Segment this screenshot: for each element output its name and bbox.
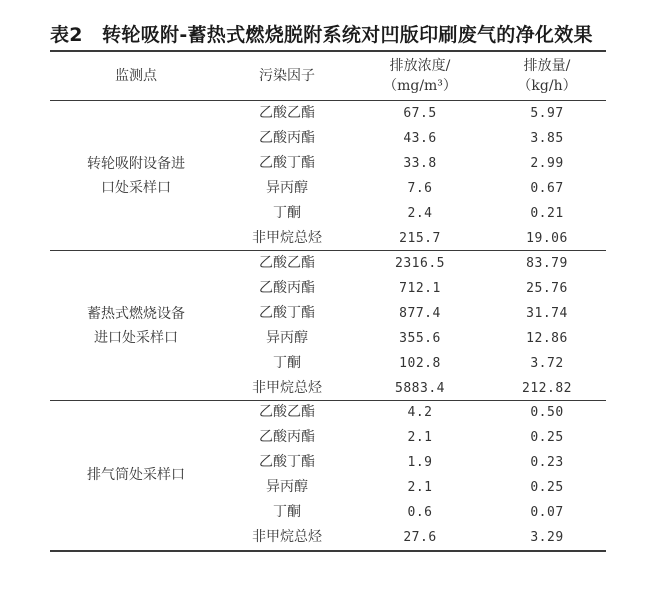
emission-rate-cell: 0.25: [530, 480, 564, 495]
emission-rate-cell: 2.99: [530, 156, 564, 171]
table-row: [50, 525, 606, 550]
table-row: [50, 500, 606, 525]
table-title: 表2 转轮吸附-蓄热式燃烧脱附系统对凹版印刷废气的净化效果: [50, 24, 593, 46]
concentration-cell: 877.4: [399, 306, 441, 321]
section-exhaust-stack: [50, 400, 606, 550]
concentration-cell: 33.8: [403, 156, 437, 171]
concentration-cell: 2.4: [407, 206, 433, 221]
concentration-cell: 4.2: [407, 405, 433, 420]
concentration-cell: 215.7: [399, 231, 441, 246]
emission-rate-cell: 0.21: [530, 206, 564, 221]
concentration-cell: 27.6: [403, 530, 437, 545]
table-row: [50, 101, 606, 126]
table-row: [50, 276, 606, 301]
concentration-cell: 712.1: [399, 281, 441, 296]
factor-cell: 丁酮: [273, 504, 301, 520]
table-row: [50, 425, 606, 450]
table-row: [50, 251, 606, 276]
factor-cell: 非甲烷总烃: [252, 230, 322, 246]
factor-cell: 乙酸丁酯: [259, 155, 315, 171]
point-label-line1: 转轮吸附设备进: [87, 156, 185, 172]
header-point-label: 监测点: [115, 68, 157, 84]
table-row: [50, 126, 606, 151]
table-row: [50, 450, 606, 475]
concentration-cell: 2316.5: [395, 256, 445, 271]
concentration-cell: 1.9: [407, 455, 433, 470]
table-header: [50, 52, 606, 100]
bottom-rule: [50, 550, 606, 552]
table-row: [50, 176, 606, 201]
point-label-line1: 排气筒处采样口: [87, 467, 185, 483]
factor-cell: 非甲烷总烃: [252, 529, 322, 545]
factor-cell: 乙酸丁酯: [259, 454, 315, 470]
factor-cell: 非甲烷总烃: [252, 380, 322, 396]
header-monitoring-point: [50, 52, 222, 100]
table-row: [50, 226, 606, 251]
emission-rate-cell: 3.29: [530, 530, 564, 545]
emission-rate-cell: 31.74: [526, 306, 568, 321]
factor-cell: 乙酸乙酯: [259, 255, 315, 271]
section-rotor-adsorption-inlet: [50, 101, 606, 251]
table-row: [50, 301, 606, 326]
table-row: [50, 376, 606, 401]
factor-cell: 乙酸乙酯: [259, 105, 315, 121]
concentration-cell: 355.6: [399, 331, 441, 346]
header-conc-line1: 排放浓度/: [389, 58, 451, 74]
factor-cell: 乙酸丙酯: [259, 429, 315, 445]
concentration-cell: 102.8: [399, 356, 441, 371]
table-row: [50, 326, 606, 351]
header-rate-line1: 排放量/: [523, 58, 571, 74]
factor-cell: 异丙醇: [266, 180, 308, 196]
emission-rate-cell: 12.86: [526, 331, 568, 346]
concentration-cell: 2.1: [407, 480, 433, 495]
factor-cell: 丁酮: [273, 355, 301, 371]
emission-rate-cell: 0.07: [530, 505, 564, 520]
header-rate-line2: （kg/h）: [517, 78, 577, 94]
factor-cell: 异丙醇: [266, 479, 308, 495]
factor-cell: 异丙醇: [266, 330, 308, 346]
emission-rate-cell: 0.23: [530, 455, 564, 470]
factor-cell: 乙酸丁酯: [259, 305, 315, 321]
emission-rate-cell: 0.67: [530, 181, 564, 196]
emission-rate-cell: 83.79: [526, 256, 568, 271]
concentration-cell: 2.1: [407, 430, 433, 445]
emission-rate-cell: 5.97: [530, 106, 564, 121]
emission-rate-cell: 0.50: [530, 405, 564, 420]
emission-rate-cell: 0.25: [530, 430, 564, 445]
header-pollution-factor: [222, 52, 352, 100]
factor-cell: 乙酸丙酯: [259, 130, 315, 146]
header-conc-line2: （mg/m³）: [383, 78, 457, 94]
emission-rate-cell: 212.82: [522, 381, 572, 396]
table-row: [50, 400, 606, 425]
emission-rate-cell: 3.72: [530, 356, 564, 371]
factor-cell: 乙酸丙酯: [259, 280, 315, 296]
concentration-cell: 67.5: [403, 106, 437, 121]
point-label-line2: 口处采样口: [101, 180, 171, 196]
emission-rate-cell: 3.85: [530, 131, 564, 146]
header-emission-rate: [488, 52, 606, 100]
factor-cell: 丁酮: [273, 205, 301, 221]
concentration-cell: 43.6: [403, 131, 437, 146]
table-row: [50, 475, 606, 500]
point-label-line1: 蓄热式燃烧设备: [87, 306, 185, 322]
header-factor-label: 污染因子: [259, 68, 315, 84]
factor-cell: 乙酸乙酯: [259, 404, 315, 420]
table-row: [50, 151, 606, 176]
concentration-cell: 5883.4: [395, 381, 445, 396]
header-emission-concentration: [352, 52, 488, 100]
table-row: [50, 351, 606, 376]
emission-rate-cell: 19.06: [526, 231, 568, 246]
concentration-cell: 0.6: [407, 505, 433, 520]
table-row: [50, 201, 606, 226]
section-rto-inlet: [50, 251, 606, 401]
concentration-cell: 7.6: [407, 181, 433, 196]
emission-rate-cell: 25.76: [526, 281, 568, 296]
point-label-line2: 进口处采样口: [94, 330, 178, 346]
